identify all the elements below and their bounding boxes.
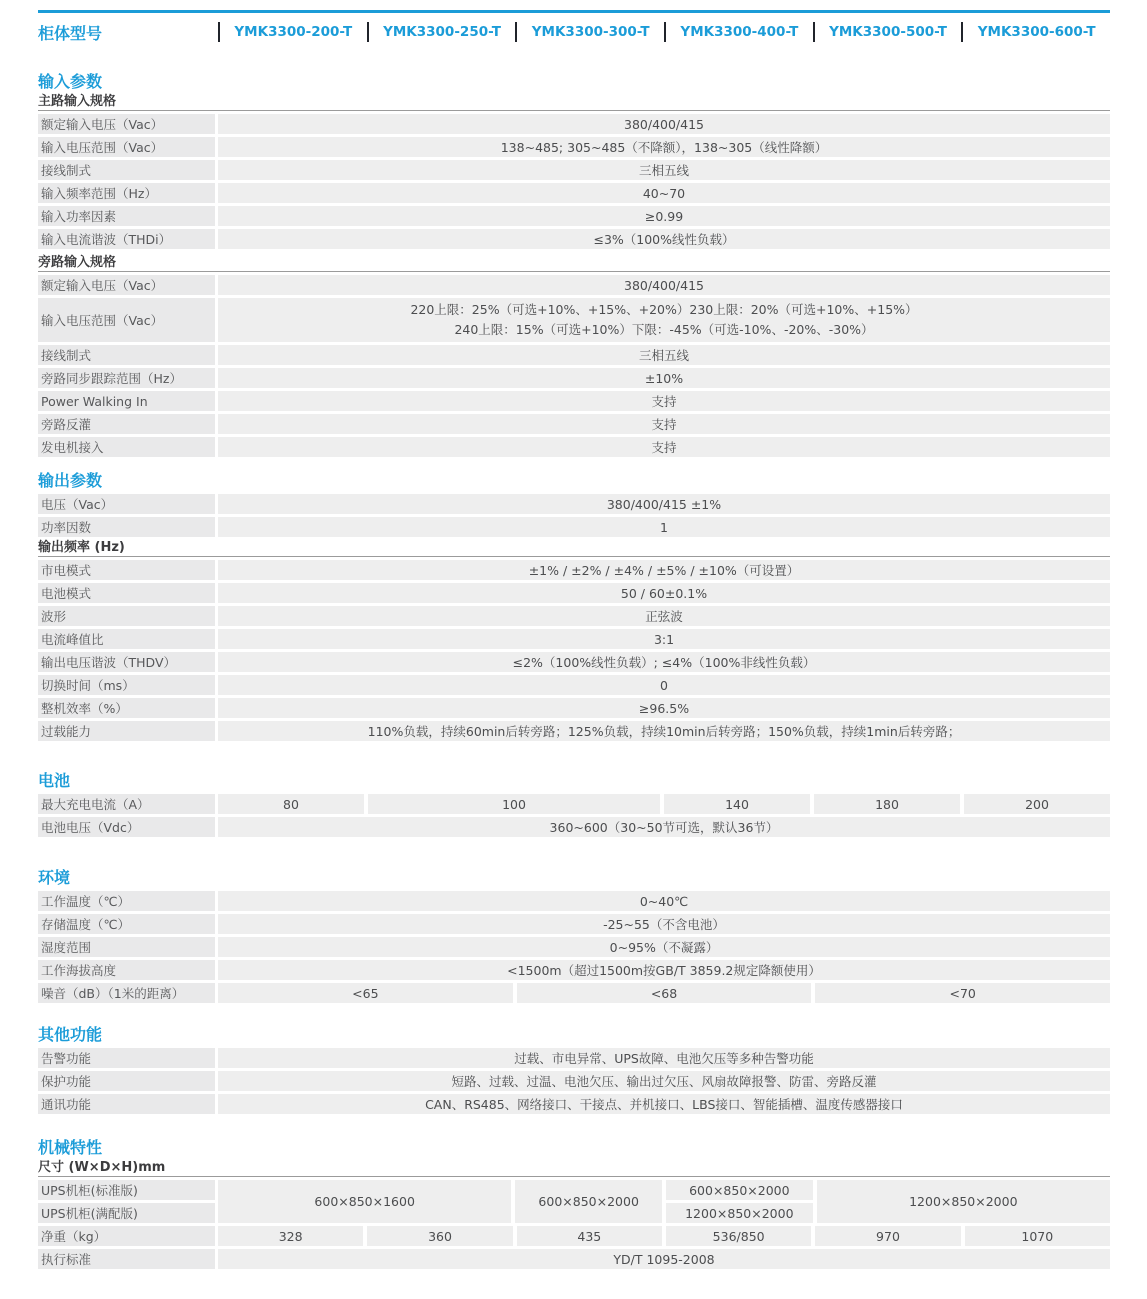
spec-row bbox=[38, 1249, 1110, 1269]
model-header-row bbox=[38, 21, 1110, 43]
value-cell: 140 bbox=[664, 794, 810, 814]
value-cell: 100 bbox=[368, 794, 660, 814]
row-label: 输入电压范围（Vac） bbox=[38, 137, 215, 157]
row-value: 正弦波 bbox=[218, 606, 1110, 626]
spec-row bbox=[38, 206, 1110, 226]
row-label: 整机效率（%） bbox=[38, 698, 215, 718]
value-cell: 600×850×2000 bbox=[666, 1180, 813, 1200]
subsection-main-input: 主路输入规格 bbox=[38, 95, 1110, 111]
spec-row bbox=[38, 368, 1110, 388]
section-title-output: 输出参数 bbox=[38, 471, 103, 490]
row-label: 输入功率因素 bbox=[38, 206, 215, 226]
subsection-bypass-input: 旁路输入规格 bbox=[38, 256, 1110, 272]
row-label: 额定输入电压（Vac） bbox=[38, 114, 215, 134]
row-value: 三相五线 bbox=[218, 160, 1110, 180]
row-value: 40~70 bbox=[218, 183, 1110, 203]
spec-row bbox=[38, 414, 1110, 434]
value-cell: 1200×850×2000 bbox=[817, 1180, 1110, 1223]
row-value: ≤2%（100%线性负载）; ≤4%（100%非线性负载） bbox=[218, 652, 1110, 672]
spec-row bbox=[38, 275, 1110, 295]
row-label: 告警功能 bbox=[38, 1048, 215, 1068]
row-label: 输出电压谐波（THDV） bbox=[38, 652, 215, 672]
section-title-battery: 电池 bbox=[38, 771, 71, 790]
row-value: 3:1 bbox=[218, 629, 1110, 649]
value-cell: 600×850×2000 bbox=[515, 1180, 662, 1223]
spec-row bbox=[38, 960, 1110, 980]
spec-row-noise bbox=[38, 983, 1110, 1003]
spec-row-bypass-voltage-range bbox=[38, 298, 1110, 342]
spec-row bbox=[38, 229, 1110, 249]
row-value: 50 / 60±0.1% bbox=[218, 583, 1110, 603]
cabinet-dimensions-rows bbox=[38, 1180, 1110, 1223]
row-value: 支持 bbox=[218, 391, 1110, 411]
spec-row bbox=[38, 391, 1110, 411]
row-label: 电压（Vac） bbox=[38, 494, 215, 514]
row-label: 输入电流谐波（THDi） bbox=[38, 229, 215, 249]
value-cell: 200 bbox=[964, 794, 1110, 814]
value-cell: 536/850 bbox=[666, 1226, 811, 1246]
model-column-header: YMK3300-400-T bbox=[664, 22, 813, 42]
spec-row bbox=[38, 652, 1110, 672]
value-cell: <70 bbox=[815, 983, 1110, 1003]
row-label: 湿度范围 bbox=[38, 937, 215, 957]
row-value: 380/400/415 ±1% bbox=[218, 494, 1110, 514]
row-value: ±10% bbox=[218, 368, 1110, 388]
section-title-other-functions: 其他功能 bbox=[38, 1025, 103, 1044]
value-cell: 1070 bbox=[965, 1226, 1110, 1246]
spec-row bbox=[38, 606, 1110, 626]
charge-current-cells bbox=[218, 794, 1110, 814]
row-label: 通讯功能 bbox=[38, 1094, 215, 1114]
section-title-input: 输入参数 bbox=[38, 72, 103, 91]
spec-row bbox=[38, 160, 1110, 180]
cabinet-dimension-cells bbox=[218, 1180, 1110, 1223]
spec-row bbox=[38, 114, 1110, 134]
cabinet-labels bbox=[38, 1180, 215, 1223]
spec-row bbox=[38, 629, 1110, 649]
row-label: 保护功能 bbox=[38, 1071, 215, 1091]
spec-row bbox=[38, 721, 1110, 741]
row-label: 电流峰值比 bbox=[38, 629, 215, 649]
row-value: ±1% / ±2% / ±4% / ±5% / ±10%（可设置） bbox=[218, 560, 1110, 580]
cabinet-model-label: 柜体型号 bbox=[38, 23, 103, 43]
section-title-environment: 环境 bbox=[38, 868, 71, 887]
row-label: 电池电压（Vdc） bbox=[38, 817, 215, 837]
row-label: 旁路同步跟踪范围（Hz） bbox=[38, 368, 215, 388]
spec-row bbox=[38, 675, 1110, 695]
row-label: 接线制式 bbox=[38, 160, 215, 180]
row-label: Power Walking In bbox=[38, 391, 215, 411]
value-cell: 80 bbox=[218, 794, 364, 814]
row-value: ≥96.5% bbox=[218, 698, 1110, 718]
spec-row bbox=[38, 183, 1110, 203]
spec-row bbox=[38, 914, 1110, 934]
row-label: 执行标准 bbox=[38, 1249, 215, 1269]
top-divider bbox=[38, 10, 1110, 13]
row-value: 0~95%（不凝露） bbox=[218, 937, 1110, 957]
row-label: 发电机接入 bbox=[38, 437, 215, 457]
row-value: -25~55（不含电池） bbox=[218, 914, 1110, 934]
row-label: 市电模式 bbox=[38, 560, 215, 580]
row-label: 噪音（dB）（1米的距离） bbox=[38, 983, 215, 1003]
row-value: 360~600（30~50节可选，默认36节） bbox=[218, 817, 1110, 837]
row-value: YD/T 1095-2008 bbox=[218, 1249, 1110, 1269]
section-title-mechanical: 机械特性 bbox=[38, 1138, 103, 1157]
row-value: 短路、过载、过温、电池欠压、输出过欠压、风扇故障报警、防雷、旁路反灌 bbox=[218, 1071, 1110, 1091]
model-column-header: YMK3300-300-T bbox=[515, 22, 664, 42]
value-cell: 180 bbox=[814, 794, 960, 814]
value-cell: <68 bbox=[517, 983, 812, 1003]
row-value: 0~40℃ bbox=[218, 891, 1110, 911]
row-label: 存储温度（℃） bbox=[38, 914, 215, 934]
row-value: 0 bbox=[218, 675, 1110, 695]
bypass-range-line1: 220上限：25%（可选+10%、+15%、+20%）230上限：20%（可选+10%、+15%） bbox=[410, 302, 918, 317]
row-label: 波形 bbox=[38, 606, 215, 626]
row-value: 三相五线 bbox=[218, 345, 1110, 365]
row-label: 过载能力 bbox=[38, 721, 215, 741]
row-label: 切换时间（ms） bbox=[38, 675, 215, 695]
value-cell: 360 bbox=[367, 1226, 512, 1246]
model-column-header: YMK3300-500-T bbox=[813, 22, 962, 42]
noise-cells bbox=[218, 983, 1110, 1003]
spec-row-charge-current bbox=[38, 794, 1110, 814]
row-value: 1 bbox=[218, 517, 1110, 537]
value-cell: 435 bbox=[517, 1226, 662, 1246]
row-label: 电池模式 bbox=[38, 583, 215, 603]
row-label: 旁路反灌 bbox=[38, 414, 215, 434]
weight-cells bbox=[218, 1226, 1110, 1246]
value-cell-stacked bbox=[666, 1180, 813, 1223]
spec-row bbox=[38, 1048, 1110, 1068]
spec-row bbox=[38, 937, 1110, 957]
spec-row bbox=[38, 345, 1110, 365]
row-label: 输入频率范围（Hz） bbox=[38, 183, 215, 203]
spec-row bbox=[38, 817, 1110, 837]
bypass-range-line2: 240上限：15%（可选+10%）下限：-45%（可选-10%、-20%、-30%） bbox=[454, 322, 874, 337]
row-value: 支持 bbox=[218, 414, 1110, 434]
value-cell: 600×850×1600 bbox=[218, 1180, 511, 1223]
model-column-header: YMK3300-250-T bbox=[367, 22, 516, 42]
row-label: 工作温度（℃） bbox=[38, 891, 215, 911]
row-value: 380/400/415 bbox=[218, 114, 1110, 134]
row-label: 功率因数 bbox=[38, 517, 215, 537]
value-cell: 1200×850×2000 bbox=[666, 1203, 813, 1223]
spec-row bbox=[38, 891, 1110, 911]
row-label: UPS机柜(标准版) bbox=[38, 1180, 215, 1200]
row-value: <1500m（超过1500m按GB/T 3859.2规定降额使用） bbox=[218, 960, 1110, 980]
row-value: ≤3%（100%线性负载） bbox=[218, 229, 1110, 249]
spec-row bbox=[38, 517, 1110, 537]
spec-row bbox=[38, 437, 1110, 457]
spec-row bbox=[38, 494, 1110, 514]
row-value: 110%负载，持续60min后转旁路；125%负载，持续10min后转旁路；150%负载，持续1min后转旁路； bbox=[218, 721, 1110, 741]
spec-row bbox=[38, 1071, 1110, 1091]
row-value: 支持 bbox=[218, 437, 1110, 457]
row-label: 工作海拔高度 bbox=[38, 960, 215, 980]
row-label: 接线制式 bbox=[38, 345, 215, 365]
row-value bbox=[218, 298, 1110, 342]
spec-row bbox=[38, 583, 1110, 603]
row-label: 最大充电电流（A） bbox=[38, 794, 215, 814]
row-value: CAN、RS485、网络接口、干接点、并机接口、LBS接口、智能插槽、温度传感器接口 bbox=[218, 1094, 1110, 1114]
row-value: 380/400/415 bbox=[218, 275, 1110, 295]
row-value: 过载、市电异常、UPS故障、电池欠压等多种告警功能 bbox=[218, 1048, 1110, 1068]
value-cell: 970 bbox=[815, 1226, 960, 1246]
value-cell: 328 bbox=[218, 1226, 363, 1246]
spec-row bbox=[38, 698, 1110, 718]
model-column-header: YMK3300-200-T bbox=[218, 22, 367, 42]
spec-row bbox=[38, 560, 1110, 580]
subsection-dimensions: 尺寸 (W×D×H)mm bbox=[38, 1161, 1110, 1177]
row-label: 净重（kg） bbox=[38, 1226, 215, 1246]
value-cell: <65 bbox=[218, 983, 513, 1003]
spec-row bbox=[38, 137, 1110, 157]
subsection-output-frequency: 输出频率 (Hz) bbox=[38, 541, 1110, 557]
row-value: 138~485; 305~485（不降额），138~305（线性降额） bbox=[218, 137, 1110, 157]
model-column-header: YMK3300-600-T bbox=[961, 22, 1110, 42]
row-label: 额定输入电压（Vac） bbox=[38, 275, 215, 295]
row-label: 输入电压范围（Vac） bbox=[38, 298, 215, 342]
row-value: ≥0.99 bbox=[218, 206, 1110, 226]
row-label: UPS机柜(满配版) bbox=[38, 1203, 215, 1223]
spec-row bbox=[38, 1094, 1110, 1114]
spec-row-weight bbox=[38, 1226, 1110, 1246]
